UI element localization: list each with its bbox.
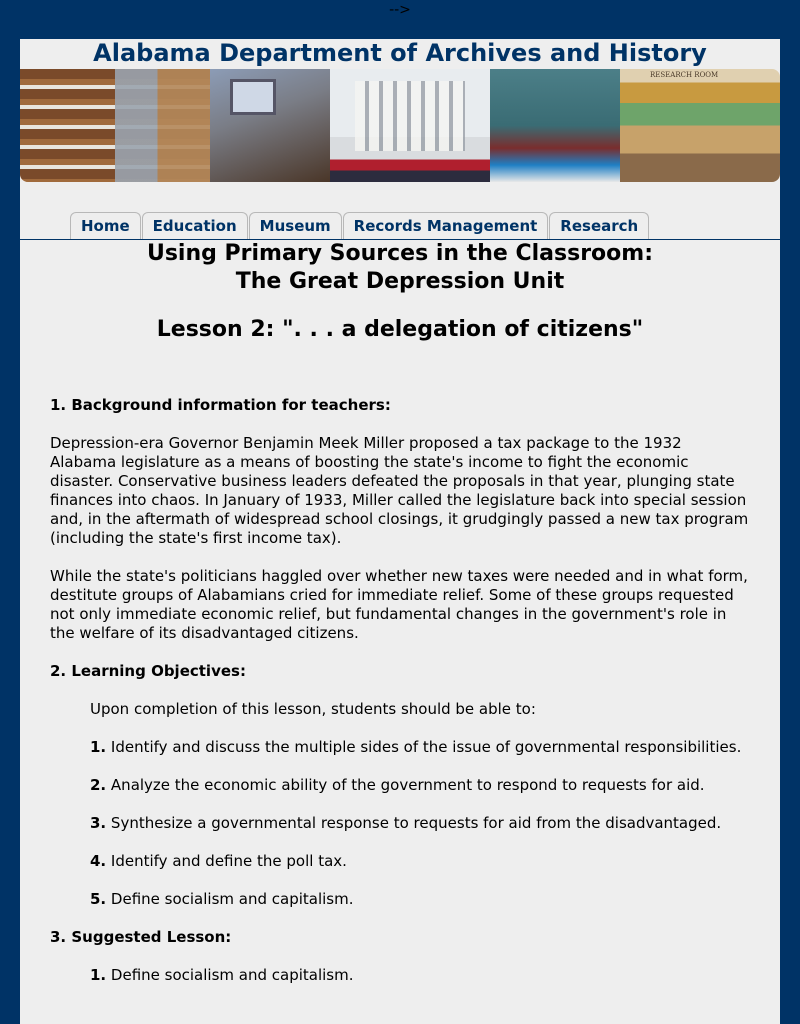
objective-item [90, 738, 750, 757]
suggested-item [90, 966, 750, 985]
objective-text: Define socialism and capitalism. [110, 890, 354, 908]
section-heading-suggested-lesson: 3. Suggested Lesson: [50, 928, 232, 946]
banner-research-room-photo [620, 69, 780, 182]
banner-museum-class-photo [490, 69, 620, 182]
objective-number: 2. [90, 776, 107, 794]
site-title[interactable]: Alabama Department of Archives and History [93, 39, 707, 67]
tab-education[interactable]: Education [142, 212, 248, 239]
tab-research[interactable]: Research [549, 212, 649, 239]
section-heading-background: 1. Background information for teachers: [50, 396, 391, 414]
background-paragraph-1: Depression-era Governor Benjamin Meek Miller proposed a tax package to the 1932 Alabama legislature as a means of boosting the state's income to fight the economic disaster. Conservative business leaders defeated the proposals in that year, plunging state finances into chaos. In January of 1933, Miller called the legislature back into special session and, in the aftermath of widespread school closings, it grudgingly passed a new tax program (including the state's first income tax). [50, 434, 749, 547]
objectives-intro: Upon completion of this lesson, students should be able to: [90, 700, 536, 718]
lesson-body [20, 396, 780, 985]
objectives-list [50, 700, 750, 909]
page-title-line2: The Great Depression Unit [235, 269, 565, 294]
banner-building-photo [330, 69, 490, 182]
objective-number: 3. [90, 814, 107, 832]
banner-researchers-photo [210, 69, 330, 182]
objective-number: 1. [90, 738, 107, 756]
suggested-text: Define socialism and capitalism. [110, 966, 354, 984]
objective-text: Synthesize a governmental response to requests for aid from the disadvantaged. [110, 814, 722, 832]
lesson-title: Lesson 2: ". . . a delegation of citizens" [156, 317, 644, 342]
header-banner-image [20, 69, 780, 182]
objective-number: 4. [90, 852, 107, 870]
objective-text: Analyze the economic ability of the government to respond to requests for aid. [110, 776, 705, 794]
objective-text: Identify and discuss the multiple sides of the issue of governmental responsibilities. [110, 738, 742, 756]
objective-item [90, 890, 750, 909]
main-nav-tabs [70, 212, 650, 239]
main-content [20, 240, 780, 985]
page-title-line1: Using Primary Sources in the Classroom: [146, 241, 654, 266]
banner-archives-photo [20, 69, 210, 182]
objective-text: Identify and define the poll tax. [110, 852, 347, 870]
suggested-lesson-list [50, 966, 750, 985]
section-heading-objectives: 2. Learning Objectives: [50, 662, 246, 680]
page-container [20, 39, 780, 1024]
objective-number: 5. [90, 890, 107, 908]
objective-item [90, 814, 750, 833]
objective-item [90, 776, 750, 795]
background-paragraph-2: While the state's politicians haggled over whether new taxes were needed and in what form, destitute groups of Alabamians cried for immediate relief. Some of these groups requested not only immediate economic relief, but fundamental changes in the government's role in the welfare of its disadvantaged citizens. [50, 567, 748, 642]
stray-comment-text: --> [389, 2, 411, 18]
objective-item [90, 852, 750, 871]
page-title [20, 240, 780, 296]
tab-home[interactable]: Home [70, 212, 141, 239]
tab-records-management[interactable]: Records Management [343, 212, 549, 239]
tab-museum[interactable]: Museum [249, 212, 342, 239]
suggested-number: 1. [90, 966, 107, 984]
